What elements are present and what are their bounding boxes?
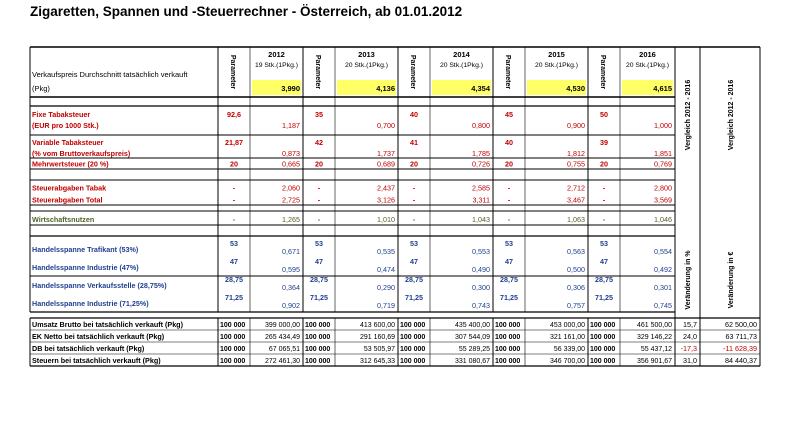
bottom-parameter-value: 100 000 — [305, 346, 331, 353]
bottom-parameter-value: 100 000 — [220, 346, 246, 353]
price-value: 4,530 — [566, 84, 585, 93]
bottom-parameter-value: 100 000 — [400, 346, 426, 353]
change-euro: -11 628,39 — [723, 344, 757, 353]
parameter-value: 39 — [600, 138, 608, 147]
change-percent: -17,3 — [680, 344, 697, 353]
year-label: 2012 — [268, 50, 285, 59]
cell-value: 1,043 — [472, 215, 490, 224]
parameter-value: 42 — [315, 138, 323, 147]
parameter-header: Parameter — [599, 54, 606, 90]
cell-value: 0,300 — [472, 283, 490, 292]
parameter-value: 53 — [505, 239, 513, 248]
parameter-value: 71,25 — [310, 293, 328, 302]
parameter-value: - — [412, 183, 416, 193]
cell-value: 0,900 — [567, 121, 585, 130]
cell-value: 2,725 — [282, 195, 300, 205]
cell-value: 0,563 — [567, 247, 585, 256]
year-label: 2016 — [639, 50, 656, 59]
parameter-value: - — [232, 183, 236, 193]
bottom-parameter-value: 100 000 — [305, 358, 331, 365]
cell-value: 0,800 — [472, 121, 490, 130]
veraenderung-eur-label: Veränderung in € — [728, 251, 735, 309]
change-percent: 24,0 — [683, 332, 697, 341]
bottom-parameter-value: 100 000 — [305, 334, 331, 341]
bottom-parameter-value: 100 000 — [495, 334, 521, 341]
parameter-value: 28,75 — [500, 275, 518, 284]
bottom-row-label: DB bei tatsächlich verkauft (Pkg) — [32, 344, 145, 353]
cell-value: 0,726 — [472, 159, 490, 169]
parameter-value: 28,75 — [225, 275, 243, 284]
parameter-value: 47 — [600, 257, 608, 266]
parameter-value: 45 — [505, 110, 513, 119]
cell-value: 0,364 — [282, 283, 300, 292]
bottom-row-label: Umsatz Brutto bei tatsächlich verkauft (Pkg) — [32, 320, 183, 329]
row-label: (EUR pro 1000 Stk.) — [32, 121, 99, 130]
parameter-value: - — [507, 183, 511, 193]
parameter-value: - — [507, 195, 511, 205]
bottom-parameter-value: 100 000 — [400, 358, 426, 365]
bottom-cell-value: 312 645,33 — [359, 358, 395, 365]
cell-value: 0,719 — [377, 301, 395, 310]
price-value: 4,615 — [653, 84, 672, 93]
bottom-cell-value: 67 065,51 — [268, 346, 300, 353]
row-label: Handelsspanne Industrie (47%) — [32, 263, 139, 272]
parameter-header: Parameter — [229, 54, 236, 90]
cell-value: 0,689 — [377, 159, 395, 169]
bottom-cell-value: 55 437,12 — [640, 346, 672, 353]
bottom-cell-value: 55 289,25 — [458, 346, 490, 353]
cell-value: 0,500 — [567, 265, 585, 274]
cell-value: 0,769 — [654, 159, 672, 169]
cell-value: 0,554 — [654, 247, 672, 256]
parameter-value: - — [317, 183, 321, 193]
row-label: Variable Tabaksteuer — [32, 138, 104, 147]
cell-value: 1,851 — [654, 149, 672, 158]
parameter-value: 47 — [410, 257, 418, 266]
row-label: Handelsspanne Industrie (71,25%) — [32, 299, 149, 308]
parameter-value: 20 — [230, 159, 238, 169]
change-euro: 84 440,37 — [725, 356, 757, 365]
parameter-value: 71,25 — [225, 293, 243, 302]
cell-value: 1,046 — [654, 215, 672, 224]
parameter-value: 50 — [600, 110, 608, 119]
bottom-parameter-value: 100 000 — [305, 322, 331, 329]
change-percent: 15,7 — [683, 320, 697, 329]
parameter-value: 92,6 — [227, 110, 241, 119]
unit-label: 20 Stk.(1Pkg.) — [439, 62, 484, 69]
bottom-parameter-value: 100 000 — [495, 358, 521, 365]
row-label: Steuerabgaben Total — [32, 195, 103, 205]
bottom-cell-value: 346 700,00 — [549, 358, 585, 365]
parameter-value: 35 — [315, 110, 323, 119]
cell-value: 0,535 — [377, 247, 395, 256]
bottom-cell-value: 356 901,67 — [636, 358, 672, 365]
header-label: Verkaufspreis Durchschnitt tatsächlich verkauft — [32, 70, 188, 79]
unit-label: 20 Stk.(1Pkg.) — [534, 62, 579, 69]
bottom-cell-value: 329 146,22 — [636, 334, 672, 341]
parameter-value: - — [507, 215, 511, 224]
bottom-cell-value: 307 544,09 — [454, 334, 490, 341]
page-title: Zigaretten, Spannen und -Steuerrechner - Österreich, ab 01.01.2012 — [30, 4, 463, 19]
bottom-cell-value: 291 160,69 — [359, 334, 395, 341]
parameter-value: - — [602, 215, 606, 224]
row-label: (% vom Bruttoverkaufspreis) — [32, 149, 131, 158]
parameter-header: Parameter — [314, 54, 321, 90]
bottom-parameter-value: 100 000 — [220, 358, 246, 365]
cell-value: 0,595 — [282, 265, 300, 274]
bottom-cell-value: 265 434,49 — [264, 334, 300, 341]
parameter-value: - — [602, 183, 606, 193]
cell-value: 0,757 — [567, 301, 585, 310]
cell-value: 0,745 — [654, 301, 672, 310]
price-value: 4,136 — [376, 84, 395, 93]
change-percent: 31,0 — [683, 356, 697, 365]
parameter-value: 20 — [410, 159, 418, 169]
bottom-cell-value: 53 505,97 — [363, 346, 395, 353]
bottom-parameter-value: 100 000 — [590, 334, 616, 341]
parameter-value: - — [412, 195, 416, 205]
bottom-cell-value: 413 600,00 — [359, 322, 395, 329]
year-label: 2014 — [453, 50, 470, 59]
parameter-value: 53 — [315, 239, 323, 248]
cell-value: 0,490 — [472, 265, 490, 274]
cell-value: 0,902 — [282, 301, 300, 310]
parameter-value: - — [232, 215, 236, 224]
bottom-cell-value: 453 000,00 — [549, 322, 585, 329]
cell-value: 1,063 — [567, 215, 585, 224]
cell-value: 1,010 — [377, 215, 395, 224]
parameter-header: Parameter — [409, 54, 416, 90]
cell-value: 0,671 — [282, 247, 300, 256]
price-value: 3,990 — [281, 84, 300, 93]
bottom-parameter-value: 100 000 — [590, 322, 616, 329]
bottom-cell-value: 331 080,67 — [454, 358, 490, 365]
unit-label: 20 Stk.(1Pkg.) — [625, 62, 670, 69]
cell-value: 0,553 — [472, 247, 490, 256]
cell-value: 0,492 — [654, 265, 672, 274]
bottom-parameter-value: 100 000 — [400, 322, 426, 329]
bottom-cell-value: 272 461,30 — [264, 358, 300, 365]
cell-value: 2,437 — [377, 183, 395, 193]
parameter-value: - — [602, 195, 606, 205]
bottom-parameter-value: 100 000 — [400, 334, 426, 341]
cell-value: 1,812 — [567, 149, 585, 158]
parameter-value: 40 — [505, 138, 513, 147]
parameter-value: 71,25 — [595, 293, 613, 302]
bottom-cell-value: 321 161,00 — [549, 334, 585, 341]
unit-label: 19 Stk.(1Pkg.) — [254, 62, 299, 69]
bottom-cell-value: 56 339,00 — [553, 346, 585, 353]
cell-value: 0,290 — [377, 283, 395, 292]
parameter-value: 41 — [410, 138, 418, 147]
parameter-value: 21,87 — [225, 138, 243, 147]
parameter-value: - — [317, 195, 321, 205]
bottom-parameter-value: 100 000 — [220, 334, 246, 341]
parameter-value: 53 — [230, 239, 238, 248]
row-label: Handelsspanne Verkaufsstelle (28,75%) — [32, 281, 167, 290]
parameter-value: 20 — [505, 159, 513, 169]
parameter-value: 71,25 — [500, 293, 518, 302]
cell-value: 2,800 — [654, 183, 672, 193]
veraenderung-pct-label: Veränderung in % — [685, 250, 692, 310]
cell-value: 0,755 — [567, 159, 585, 169]
cell-value: 3,569 — [654, 195, 672, 205]
parameter-header: Parameter — [504, 54, 511, 90]
parameter-value: 28,75 — [405, 275, 423, 284]
parameter-value: 71,25 — [405, 293, 423, 302]
vergleich-label-2: Vergleich 2012 - 2016 — [728, 79, 735, 151]
cell-value: 0,700 — [377, 121, 395, 130]
bottom-cell-value: 461 500,00 — [636, 322, 672, 329]
row-label: Mehrwertsteuer (20 %) — [32, 159, 109, 169]
year-label: 2015 — [548, 50, 565, 59]
unit-label: 20 Stk.(1Pkg.) — [344, 62, 389, 69]
parameter-value: 53 — [410, 239, 418, 248]
parameter-value: - — [412, 215, 416, 224]
cell-value: 1,785 — [472, 149, 490, 158]
bottom-row-label: Steuern bei tatsächlich verkauft (Pkg) — [32, 356, 161, 365]
parameter-value: 20 — [600, 159, 608, 169]
bottom-parameter-value: 100 000 — [220, 322, 246, 329]
parameter-value: 47 — [505, 257, 513, 266]
change-euro: 62 500,00 — [725, 320, 757, 329]
parameter-value: 20 — [315, 159, 323, 169]
cell-value: 0,873 — [282, 149, 300, 158]
cell-value: 2,060 — [282, 183, 300, 193]
price-value: 4,354 — [471, 84, 490, 93]
parameter-value: 47 — [315, 257, 323, 266]
parameter-value: 53 — [600, 239, 608, 248]
cell-value: 3,467 — [567, 195, 585, 205]
cell-value: 1,000 — [654, 121, 672, 130]
parameter-value: 40 — [410, 110, 418, 119]
row-label: Steuerabgaben Tabak — [32, 183, 107, 193]
year-label: 2013 — [358, 50, 375, 59]
vergleich-label-1: Vergleich 2012 - 2016 — [685, 79, 692, 151]
row-label: Wirtschaftsnutzen — [32, 215, 95, 224]
bottom-parameter-value: 100 000 — [495, 346, 521, 353]
cell-value: 1,187 — [282, 121, 300, 130]
bottom-parameter-value: 100 000 — [590, 346, 616, 353]
parameter-value: - — [232, 195, 236, 205]
row-label: Fixe Tabaksteuer — [32, 110, 91, 119]
change-euro: 63 711,73 — [725, 332, 757, 341]
cell-value: 2,585 — [472, 183, 490, 193]
cell-value: 0,301 — [654, 283, 672, 292]
cell-value: 3,311 — [472, 195, 490, 205]
bottom-parameter-value: 100 000 — [590, 358, 616, 365]
bottom-parameter-value: 100 000 — [495, 322, 521, 329]
parameter-value: 47 — [230, 257, 238, 266]
header-label-unit: (Pkg) — [32, 84, 50, 93]
bottom-cell-value: 399 000,00 — [264, 322, 300, 329]
parameter-value: - — [317, 215, 321, 224]
bottom-cell-value: 435 400,00 — [454, 322, 490, 329]
cell-value: 2,712 — [567, 183, 585, 193]
parameter-value: 28,75 — [595, 275, 613, 284]
cell-value: 0,474 — [377, 265, 395, 274]
cell-value: 0,665 — [282, 159, 300, 169]
cell-value: 0,743 — [472, 301, 490, 310]
parameter-value: 28,75 — [310, 275, 328, 284]
cell-value: 3,126 — [377, 195, 395, 205]
row-label: Handelsspanne Trafikant (53%) — [32, 245, 139, 254]
cell-value: 0,306 — [567, 283, 585, 292]
bottom-row-label: EK Netto bei tatsächlich verkauft (Pkg) — [32, 332, 165, 341]
cell-value: 1,265 — [282, 215, 300, 224]
cell-value: 1,737 — [377, 149, 395, 158]
